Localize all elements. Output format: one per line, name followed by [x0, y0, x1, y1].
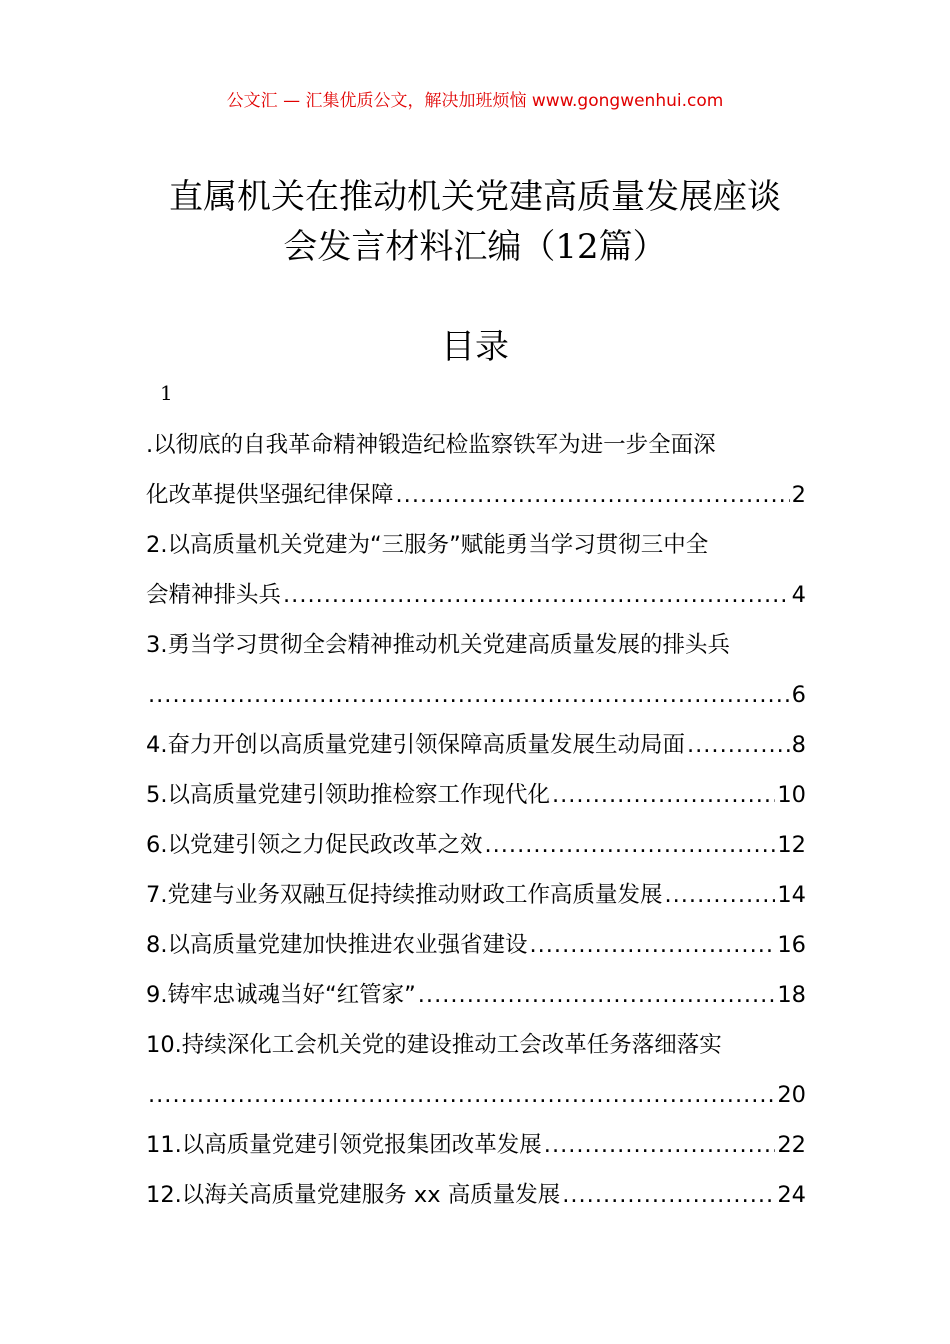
toc-entry-5[interactable]	[146, 770, 806, 820]
toc-page-number: 24	[777, 1182, 806, 1208]
toc-entry-10[interactable]	[146, 1020, 806, 1120]
toc-page-number: 2	[791, 482, 806, 508]
dot-leader	[283, 570, 790, 620]
toc-page-number: 4	[791, 582, 806, 608]
dot-leader	[529, 920, 775, 970]
toc-page-number: 20	[777, 1082, 806, 1108]
toc-page-number: 6	[791, 682, 806, 708]
title-count: 12	[555, 227, 599, 267]
toc-entry-12[interactable]	[146, 1170, 806, 1220]
toc-page-number: 12	[777, 832, 806, 858]
toc-entry-8[interactable]	[146, 920, 806, 970]
site-banner[interactable]: 公文汇 — 汇集优质公文，解决加班烦恼 www.gongwenhui.com	[226, 91, 724, 111]
dot-leader	[484, 820, 775, 870]
toc-entry-leader-line	[146, 670, 806, 720]
toc-entry-title: 2.以高质量机关党建为“三服务”赋能勇当学习贯彻三中全	[146, 532, 709, 558]
toc-entry-2[interactable]	[146, 520, 806, 620]
toc-page-number: 8	[791, 732, 806, 758]
toc-entry-1[interactable]	[146, 420, 806, 520]
toc-entry-title: 9.铸牢忠诚魂当好“红管家”	[146, 982, 416, 1008]
toc-page-number: 22	[777, 1132, 806, 1158]
toc-entry-title: 10.持续深化工会机关党的建设推动工会改革任务落细落实	[146, 1032, 722, 1058]
dot-leader	[148, 1070, 775, 1120]
dot-leader	[664, 870, 775, 920]
toc-heading: 目录	[441, 327, 509, 367]
toc-entry-title-cont: 会精神排头兵	[146, 582, 282, 608]
toc-entry-11[interactable]	[146, 1120, 806, 1170]
dot-leader	[687, 720, 790, 770]
toc-page-number: 16	[777, 932, 806, 958]
title-line-2	[100, 222, 850, 272]
dot-leader	[562, 1170, 775, 1220]
dot-leader	[418, 970, 776, 1020]
toc-entry-title: .以彻底的自我革命精神锻造纪检监察铁军为进一步全面深	[146, 432, 716, 458]
toc-entry-6[interactable]	[146, 820, 806, 870]
toc-entry-title-cont: 化改革提供坚强纪律保障	[146, 482, 394, 508]
toc-entry-leader-line	[146, 570, 806, 620]
entry-number-fragment: 1	[160, 381, 173, 405]
dot-leader	[148, 670, 790, 720]
toc-entry-9[interactable]	[146, 970, 806, 1020]
table-of-contents	[146, 420, 806, 1220]
title-line-1: 直属机关在推动机关党建高质量发展座谈	[169, 177, 781, 217]
document-title	[100, 172, 850, 272]
toc-entry-3[interactable]	[146, 620, 806, 720]
toc-entry-7[interactable]	[146, 870, 806, 920]
dot-leader	[544, 1120, 776, 1170]
toc-entry-title: 12.以海关高质量党建服务 xx 高质量发展	[146, 1182, 561, 1208]
toc-entry-title: 3.勇当学习贯彻全会精神推动机关党建高质量发展的排头兵	[146, 632, 730, 658]
toc-entry-title: 8.以高质量党建加快推进农业强省建设	[146, 932, 528, 958]
dot-leader	[552, 770, 775, 820]
toc-entry-leader-line	[146, 1070, 806, 1120]
toc-entry-title: 5.以高质量党建引领助推检察工作现代化	[146, 782, 550, 808]
toc-entry-title: 6.以党建引领之力促民政改革之效	[146, 832, 483, 858]
toc-page-number: 14	[777, 882, 806, 908]
toc-entry-leader-line	[146, 470, 806, 520]
toc-entry-title: 7.党建与业务双融互促持续推动财政工作高质量发展	[146, 882, 663, 908]
dot-leader	[396, 470, 790, 520]
toc-page-number: 10	[777, 782, 806, 808]
toc-entry-title: 4.奋力开创以高质量党建引领保障高质量发展生动局面	[146, 732, 685, 758]
title-line-2-text: 会发言材料汇编（	[283, 227, 556, 267]
toc-page-number: 18	[777, 982, 806, 1008]
title-line-2-suffix: 篇）	[598, 227, 667, 267]
toc-entry-4[interactable]	[146, 720, 806, 770]
toc-entry-title: 11.以高质量党建引领党报集团改革发展	[146, 1132, 542, 1158]
